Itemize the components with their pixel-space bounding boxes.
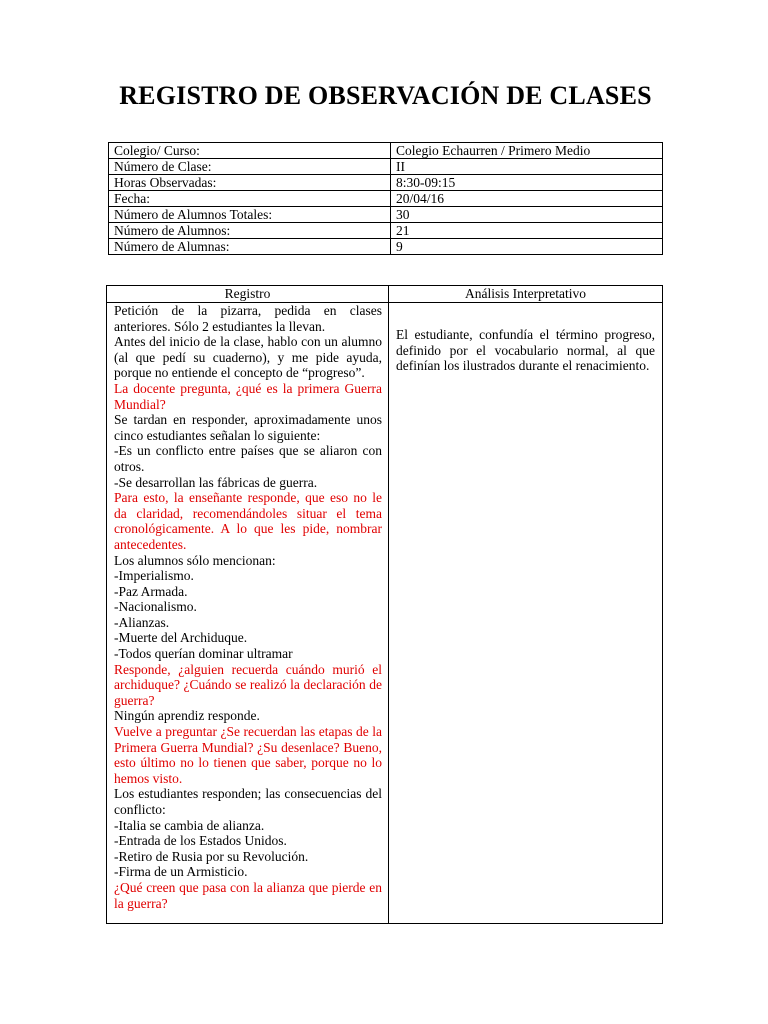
info-label: Colegio/ Curso: [109,143,391,159]
registro-paragraph: Antes del inicio de la clase, hablo con un alumno (al que pedí su cuaderno), y me pide ayuda, porque no entiende el concepto de “progreso”. [114,334,382,381]
info-row-horas [109,175,663,191]
info-row-fecha [109,191,663,207]
teacher-question-paragraph: Para esto, la enseñante responde, que eso no le da claridad, recomendándoles situar el tema cronológicamente. A lo que les pide, nombrar antecedentes. [114,490,382,552]
registro-paragraph: -Alianzas. [114,614,170,630]
info-value: 21 [391,223,663,239]
registro-paragraph: -Todos querían dominar ultramar [114,646,293,662]
info-label: Número de Alumnos: [109,223,391,239]
info-row-numero-clase [109,159,663,175]
registro-paragraph: Los alumnos sólo mencionan: [114,552,276,568]
registro-paragraph: Petición de la pizarra, pedida en clases anteriores. Sólo 2 estudiantes la llevan. [114,303,382,334]
registro-paragraph: Los estudiantes responden; las consecuencias del conflicto: [114,786,382,817]
info-row-alumnos-totales [109,207,663,223]
registro-paragraph: -Entrada de los Estados Unidos. [114,833,287,849]
registro-paragraph: -Se desarrollan las fábricas de guerra. [114,474,318,490]
registro-paragraph: -Imperialismo. [114,568,194,584]
info-value: Colegio Echaurren / Primero Medio [391,143,663,159]
info-value: 30 [391,207,663,223]
observation-record-table [106,285,663,924]
info-label: Fecha: [109,191,391,207]
registro-paragraph: -Firma de un Armisticio. [114,864,248,880]
teacher-question-paragraph: Responde, ¿alguien recuerda cuándo murió el archiduque? ¿Cuándo se realizó la declaración de guerra? [114,661,382,708]
class-info-table [108,142,663,255]
info-row-alumnas [109,239,663,255]
info-label: Número de Alumnos Totales: [109,207,391,223]
registro-paragraph: Se tardan en responder, aproximadamente unos cinco estudiantes señalan lo siguiente: [114,412,382,443]
registro-header: Registro [107,286,389,303]
registro-paragraph: Ningún aprendiz responde. [114,708,260,724]
registro-paragraph: -Paz Armada. [114,583,188,599]
info-row-alumnos [109,223,663,239]
registro-paragraph: -Muerte del Archiduque. [114,630,248,646]
registro-cell [107,303,389,924]
info-value: II [391,159,663,175]
registro-paragraph: -Es un conflicto entre países que se aliaron con otros. [114,443,382,474]
registro-paragraph-list [114,303,382,911]
analisis-header: Análisis Interpretativo [389,286,663,303]
document-title: REGISTRO DE OBSERVACIÓN DE CLASES [119,81,652,110]
info-value: 20/04/16 [391,191,663,207]
registro-paragraph: -Retiro de Rusia por su Revolución. [114,848,309,864]
info-label: Número de Alumnas: [109,239,391,255]
registro-paragraph: -Nacionalismo. [114,599,197,615]
info-label: Horas Observadas: [109,175,391,191]
teacher-question-paragraph: Vuelve a preguntar ¿Se recuerdan las etapas de la Primera Guerra Mundial? ¿Su desenlace? Bueno, esto último no lo tienen que saber, porque no lo hemos visto. [114,724,382,786]
analisis-text: El estudiante, confundía el término progreso, definido por el vocabulario normal, al que definían los ilustrados durante el renacimiento. [396,327,655,374]
registro-paragraph: -Italia se cambia de alianza. [114,817,265,833]
info-row-colegio [109,143,663,159]
teacher-question-paragraph: ¿Qué creen que pasa con la alianza que pierde en la guerra? [114,879,382,911]
info-value: 8:30-09:15 [391,175,663,191]
info-value: 9 [391,239,663,255]
info-label: Número de Clase: [109,159,391,175]
analisis-cell [389,303,663,924]
teacher-question-paragraph: La docente pregunta, ¿qué es la primera Guerra Mundial? [114,380,382,412]
